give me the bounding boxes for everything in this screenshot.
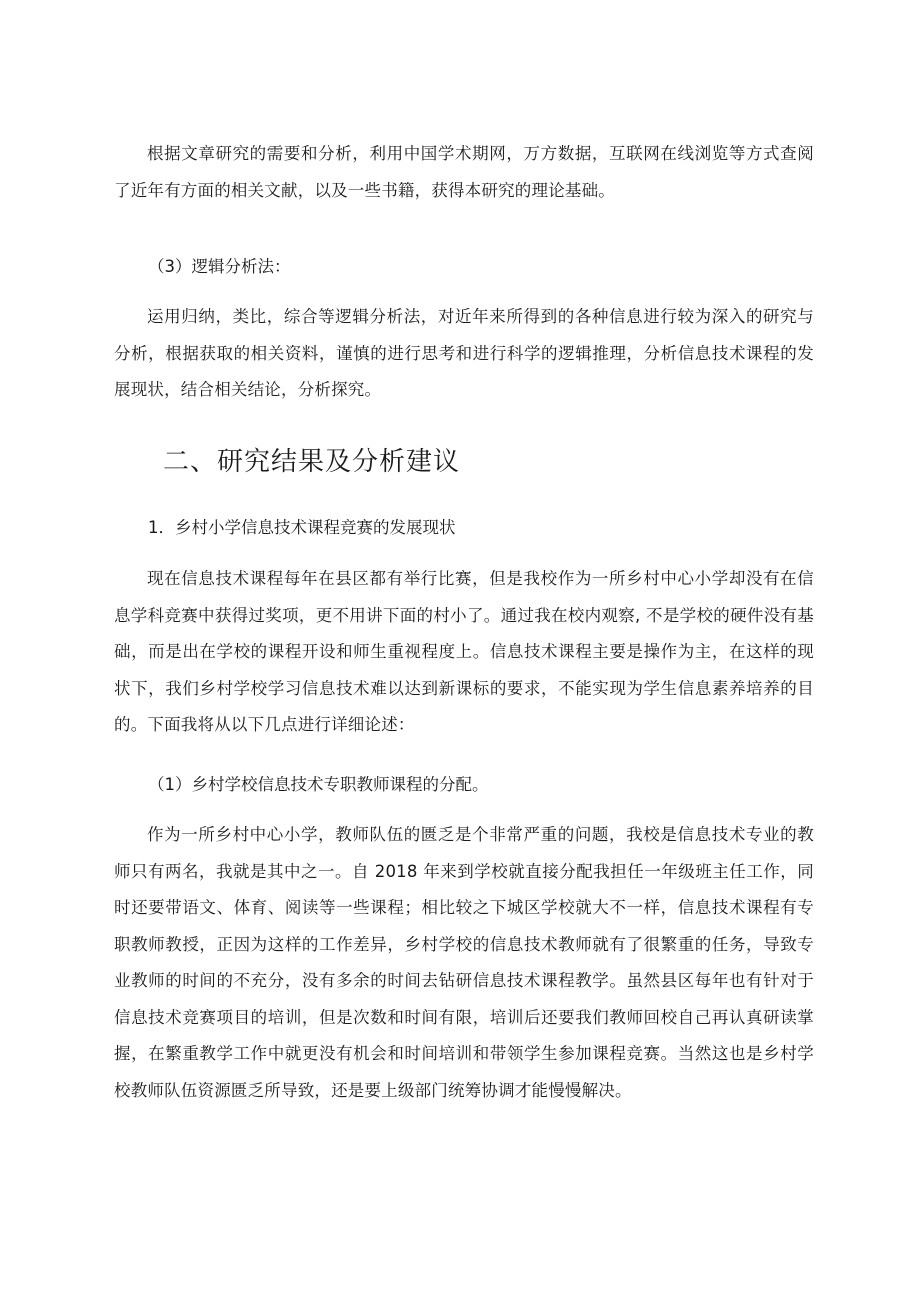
section-2-heading: 二、研究结果及分析建议: [163, 447, 461, 477]
paragraph-teacher-allocation: 作为一所乡村中心小学，教师队伍的匮乏是个非常严重的问题，我校是信息技术专业的教师只有两名，我就是其中之一。自 2018 年来到学校就直接分配我担任一年级班主任工作，同时还要带语文、体育、阅读等一些课程；相比较之下城区学校就大不一样，信息技术课程有专职教师教授，正因为这样的工作差异，乡村学校的信息技术教师就有了很繁重的任务，导致专业教师的时间的不充分，没有多余的时间去钻研信息技术课程教学。虽然县区每年也有针对于信息技术竞赛项目的培训，但是次数和时间有限，培训后还要我们教师回校自己再认真研读掌握，在繁重教学工作中就更没有机会和时间培训和带领学生参加课程竞赛。当然这也是乡村学校教师队伍资源匮乏所导致，还是要上级部门统筹协调才能慢慢解决。: [114, 825, 814, 1100]
subsection-1-title: 1．乡村小学信息技术课程竞赛的发展现状: [148, 518, 456, 537]
paragraph-development-status: 现在信息技术课程每年在县区都有举行比赛，但是我校作为一所乡村中心小学却没有在信息学科竞赛中获得过奖项，更不用讲下面的村小了。通过我在校内观察, 不是学校的硬件没有基础，而是出在学校的课程开设和师生重视程度上。信息技术课程主要是操作为主，在这样的现状下，我们乡村学校学习信息技术难以达到新课标的要求，不能实现为学生信息素养培养的目的。下面我将从以下几点进行详细论述：: [114, 569, 814, 734]
method-3-title: （3）逻辑分析法：: [148, 257, 291, 276]
paragraph-literature-review: 根据文章研究的需要和分析，利用中国学术期网，万方数据，互联网在线浏览等方式查阅了近年有方面的相关文献，以及一些书籍，获得本研究的理论基础。: [114, 144, 814, 200]
point-1-title: （1）乡村学校信息技术专职教师课程的分配。: [148, 775, 489, 794]
paragraph-logic-analysis: 运用归纳，类比，综合等逻辑分析法，对近年来所得到的各种信息进行较为深入的研究与分析，根据获取的相关资料，谨慎的进行思考和进行科学的逻辑推理，分析信息技术课程的发展现状，结合相关结论，分析探究。: [114, 307, 814, 399]
